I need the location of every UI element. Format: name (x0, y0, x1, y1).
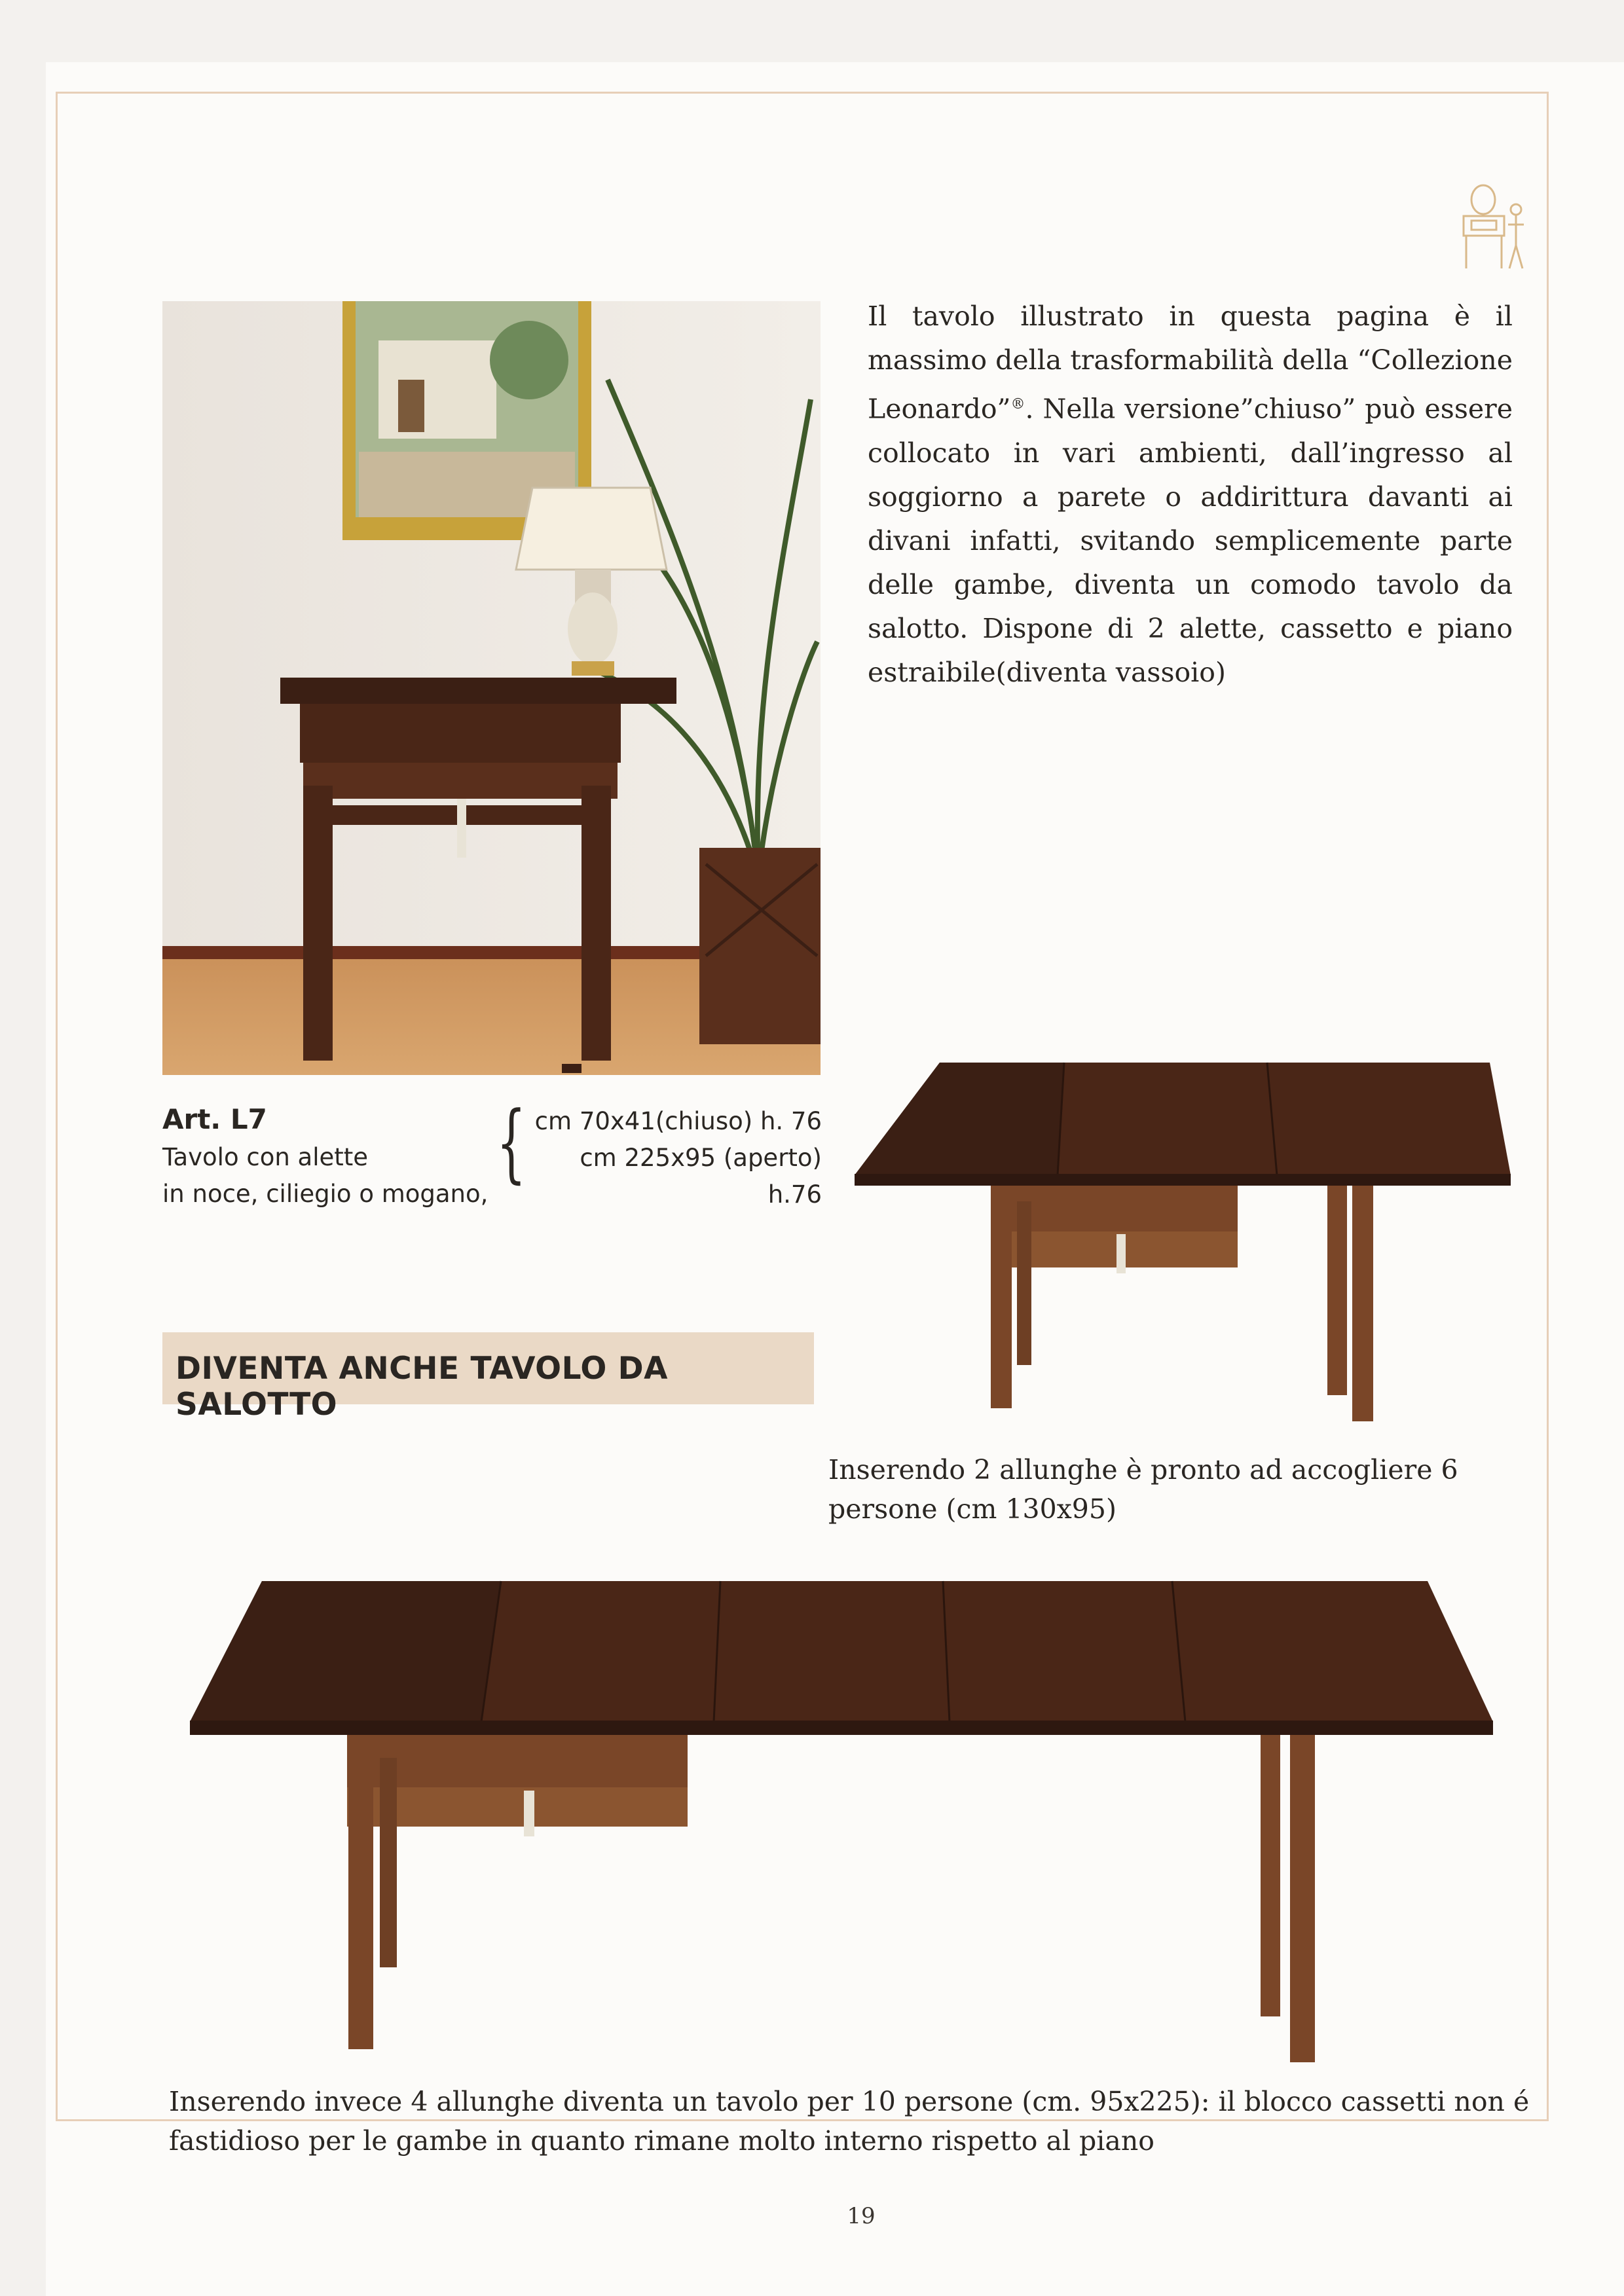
intro-paragraph: Il tavolo illustrato in questa pagina è il massimo della trasformabilità della “Collezione Leonardo”®. Nella versione”chiuso” può essere collocato in vari ambienti, dall’ingresso al soggiorno a parete o addirittura davanti ai divani infatti, svitando semplicemente parte delle gambe, diventa un comodo tavolo da salotto. Dispone di 2 alette, cassetto e piano estraibile(diventa vassoio) (868, 301, 1513, 688)
banner-label: DIVENTA ANCHE TAVOLO DA SALOTTO (175, 1351, 669, 1423)
brand-logo-icon (1457, 180, 1529, 272)
article-dimensions (530, 1103, 822, 1213)
page-number: 19 (847, 2203, 876, 2229)
caption-six-persons: Inserendo 2 allunghe è pronto ad accogliere 6 persone (cm 130x95) (828, 1454, 1458, 1525)
dims-line-2: cm 225x95 (aperto) h.76 (580, 1144, 822, 1209)
photo-table-ten-persons (183, 1575, 1500, 2072)
article-description (162, 1139, 488, 1212)
dimensions-brace: { (496, 1093, 526, 1192)
dims-line-1: cm 70x41(chiuso) h. 76 (534, 1107, 822, 1135)
article-desc-line-1: Tavolo con alette (162, 1143, 369, 1171)
article-desc-line-2: in noce, ciliegio o mogano, (162, 1180, 489, 1208)
photo-console-interior (162, 301, 821, 1075)
article-code: Art. L7 (162, 1103, 267, 1135)
registered-mark: ® (1010, 396, 1025, 412)
photo-table-six-persons (848, 1057, 1522, 1434)
caption-ten-persons: Inserendo invece 4 allunghe diventa un tavolo per 10 persone (cm. 95x225): il blocco cassetti non é fastidioso per le gambe in quanto rimane molto interno rispetto al piano (169, 2086, 1530, 2157)
banner (162, 1332, 814, 1423)
